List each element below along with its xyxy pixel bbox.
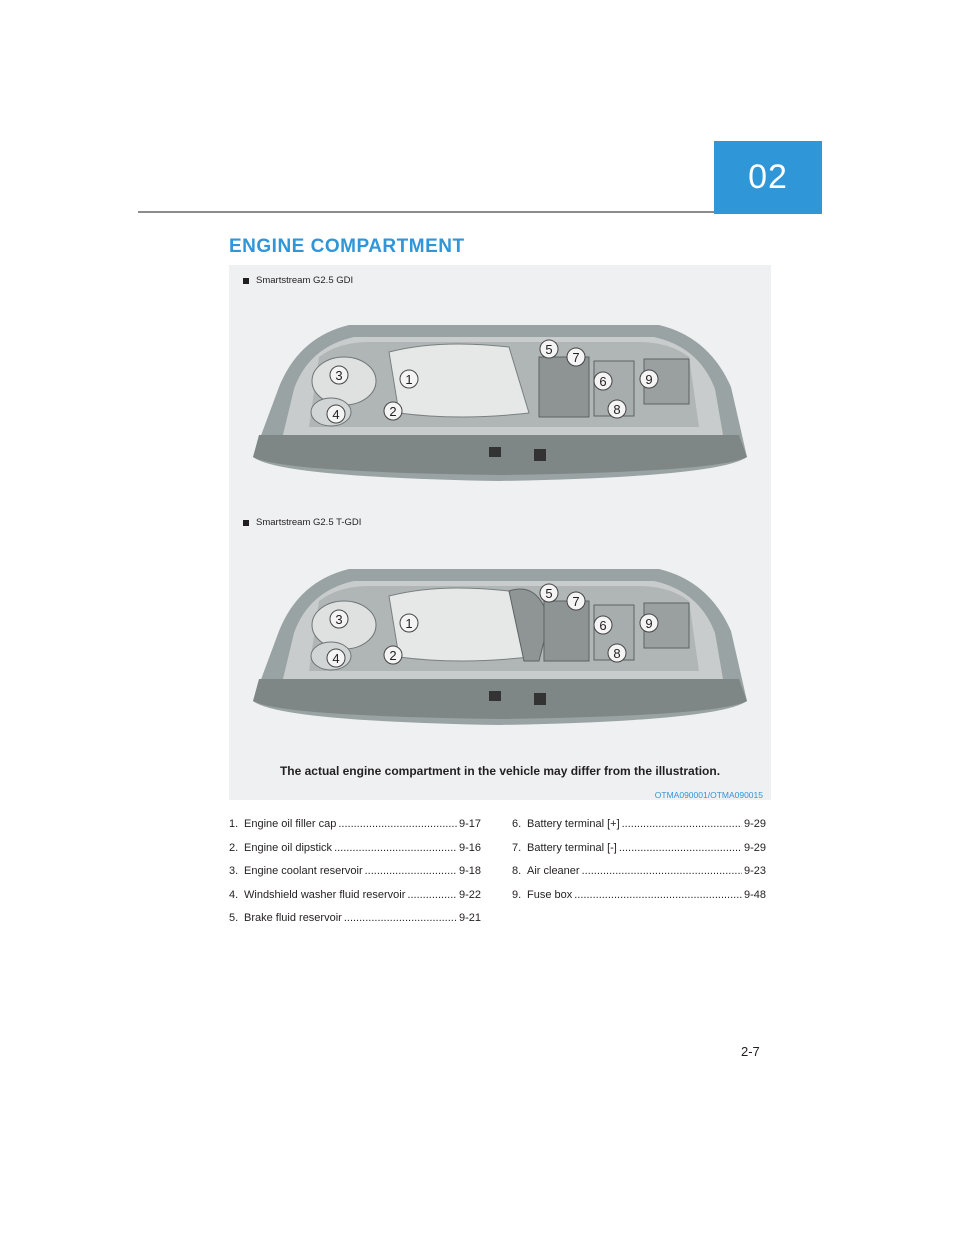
variant-label-text: Smartstream G2.5 GDI xyxy=(256,275,354,286)
list-item: 3. Engine coolant reservoir ..... 9-18 xyxy=(229,865,481,889)
list-item: 7. Battery terminal [-] ..... 9-29 xyxy=(512,842,766,866)
callout-3 xyxy=(330,610,348,628)
svg-text:1: 1 xyxy=(405,372,413,387)
callout-5 xyxy=(540,584,558,602)
callout-2 xyxy=(384,646,402,664)
bullet-square-icon xyxy=(243,278,249,284)
list-item: 5. Brake fluid reservoir ..... 9-21 xyxy=(229,912,481,936)
list-item: 4. Windshield washer fluid reservoir ..... 9-22 xyxy=(229,889,481,913)
figure-disclaimer: The actual engine compartment in the vehicle may differ from the illustration. xyxy=(279,764,721,778)
svg-text:5: 5 xyxy=(545,342,553,357)
list-item: 1. Engine oil filler cap ..... 9-17 xyxy=(229,818,481,842)
page-number: 2-7 xyxy=(741,1044,760,1059)
chapter-tab: 02 xyxy=(714,141,822,214)
component-list-left xyxy=(229,818,481,936)
svg-text:7: 7 xyxy=(572,350,580,365)
callout-6 xyxy=(594,616,612,634)
section-title: ENGINE COMPARTMENT xyxy=(229,236,465,257)
callout-7 xyxy=(567,348,585,366)
svg-text:4: 4 xyxy=(332,651,340,666)
variant-label-tgdi xyxy=(243,517,361,528)
engine-illustration-tgdi xyxy=(239,561,761,731)
callout-5 xyxy=(540,340,558,358)
variant-label-text: Smartstream G2.5 T-GDI xyxy=(256,517,362,528)
callout-9 xyxy=(640,370,658,388)
figure-codes: OTMA090001/OTMA090015 xyxy=(654,790,763,800)
list-item: 8. Air cleaner ..... 9-23 xyxy=(512,865,766,889)
svg-text:2: 2 xyxy=(389,648,397,663)
callout-7 xyxy=(567,592,585,610)
list-item: 2. Engine oil dipstick ..... 9-16 xyxy=(229,842,481,866)
callout-4 xyxy=(327,405,345,423)
variant-label-gdi xyxy=(243,275,353,286)
svg-text:8: 8 xyxy=(613,402,621,417)
svg-text:4: 4 xyxy=(332,407,340,422)
bullet-square-icon xyxy=(243,520,249,526)
svg-text:9: 9 xyxy=(645,616,653,631)
header-rule xyxy=(138,211,714,213)
figure-panel xyxy=(229,265,771,800)
callout-2 xyxy=(384,402,402,420)
svg-text:8: 8 xyxy=(613,646,621,661)
callout-8 xyxy=(608,644,626,662)
component-list-right xyxy=(512,818,766,912)
callout-9 xyxy=(640,614,658,632)
svg-text:5: 5 xyxy=(545,586,553,601)
svg-text:9: 9 xyxy=(645,372,653,387)
callout-8 xyxy=(608,400,626,418)
list-item: 6. Battery terminal [+] ..... 9-29 xyxy=(512,818,766,842)
callout-3 xyxy=(330,366,348,384)
svg-text:2: 2 xyxy=(389,404,397,419)
svg-text:3: 3 xyxy=(335,368,343,383)
list-item: 9. Fuse box ..... 9-48 xyxy=(512,889,766,913)
callout-4 xyxy=(327,649,345,667)
callout-1 xyxy=(400,614,418,632)
svg-text:6: 6 xyxy=(599,618,607,633)
callout-1 xyxy=(400,370,418,388)
svg-text:6: 6 xyxy=(599,374,607,389)
svg-text:3: 3 xyxy=(335,612,343,627)
svg-text:1: 1 xyxy=(405,616,413,631)
svg-text:7: 7 xyxy=(572,594,580,609)
callout-6 xyxy=(594,372,612,390)
engine-illustration-gdi xyxy=(239,317,761,487)
